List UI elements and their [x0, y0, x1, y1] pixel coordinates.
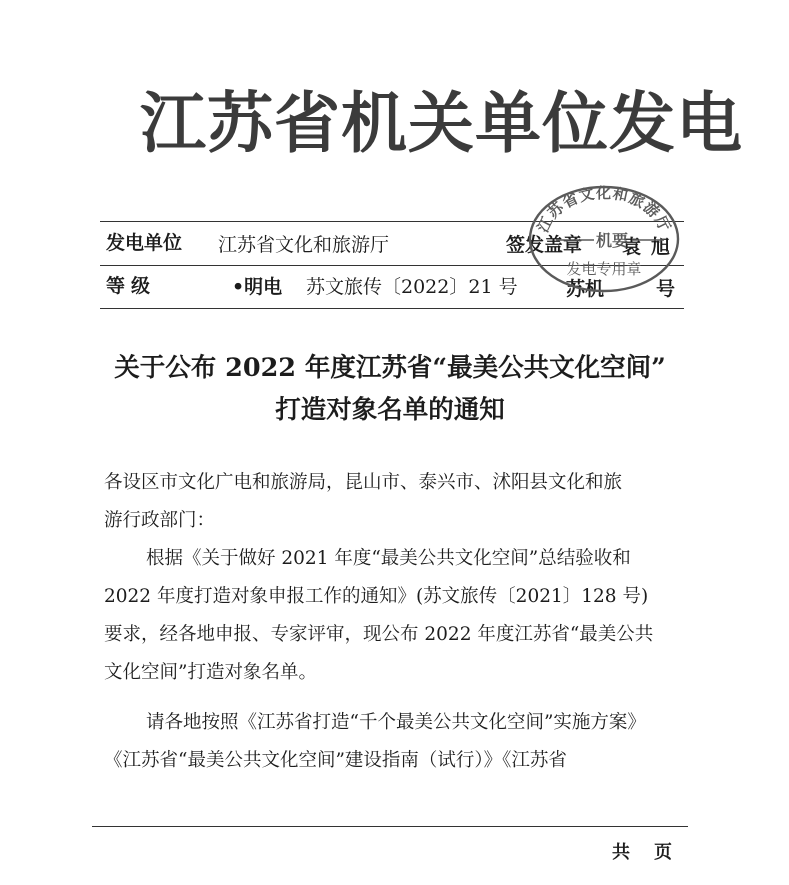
official-seal — [524, 182, 684, 296]
sender-value: 江苏省文化和旅游厅 — [218, 234, 390, 256]
body-p3-line-2: 《江苏省“最美公共文化空间”建设指南（试行）》《江苏省 — [104, 750, 567, 771]
notice-title-line-2: 打造对象名单的通知 — [275, 395, 505, 425]
seal-ring-text: 江苏省文化和旅游厅 — [533, 184, 675, 236]
body-p2-line-4: 文化空间”打造对象名单。 — [104, 662, 317, 683]
level-value: •明电 — [232, 276, 283, 298]
notice-title-line-1: 关于公布 2022 年度江苏省“最美公共文化空间” — [114, 353, 666, 383]
footer-page-label: 页 — [654, 842, 692, 863]
body-p2-line-2: 2022 年度打造对象申报工作的通知》(苏文旅传〔2021〕128 号) — [104, 586, 649, 607]
signer-label: 签发盖章 — [506, 234, 583, 256]
hao-label: 号 — [656, 278, 676, 300]
body-p1-line-2: 游行政部门： — [104, 510, 216, 531]
sender-label: 发电单位 — [106, 232, 183, 254]
seal-center-text: 机要 — [595, 231, 629, 250]
body-p2-line-3: 要求，经各地申报、专家评审，现公布 2022 年度江苏省“最美公共 — [104, 624, 654, 645]
footer-total-label: 共 — [612, 842, 650, 863]
document-number: 苏文旅传〔2022〕21 号 — [306, 276, 518, 298]
seal-bottom-text: 发电专用章 — [566, 260, 642, 278]
body-p3-line-1: 请各地按照《江苏省打造“千个最美公共文化空间”实施方案》 — [146, 712, 646, 733]
svg-text:江苏省文化和旅游厅 — [533, 184, 674, 236]
footer-rule — [92, 826, 688, 827]
jiji-label: 苏机 — [566, 278, 605, 300]
signer-name: 袁旭 — [622, 236, 681, 258]
body-p2-line-1: 根据《关于做好 2021 年度“最美公共文化空间”总结验收和 — [146, 548, 631, 569]
level-label: 等级 — [106, 275, 157, 297]
body-p1-line-1: 各设区市文化广电和旅游局，昆山市、泰兴市、沭阳县文化和旅 — [104, 472, 623, 493]
masthead-title: 江苏省机关单位发电 — [140, 85, 743, 162]
header-bottom-rule — [100, 308, 684, 309]
